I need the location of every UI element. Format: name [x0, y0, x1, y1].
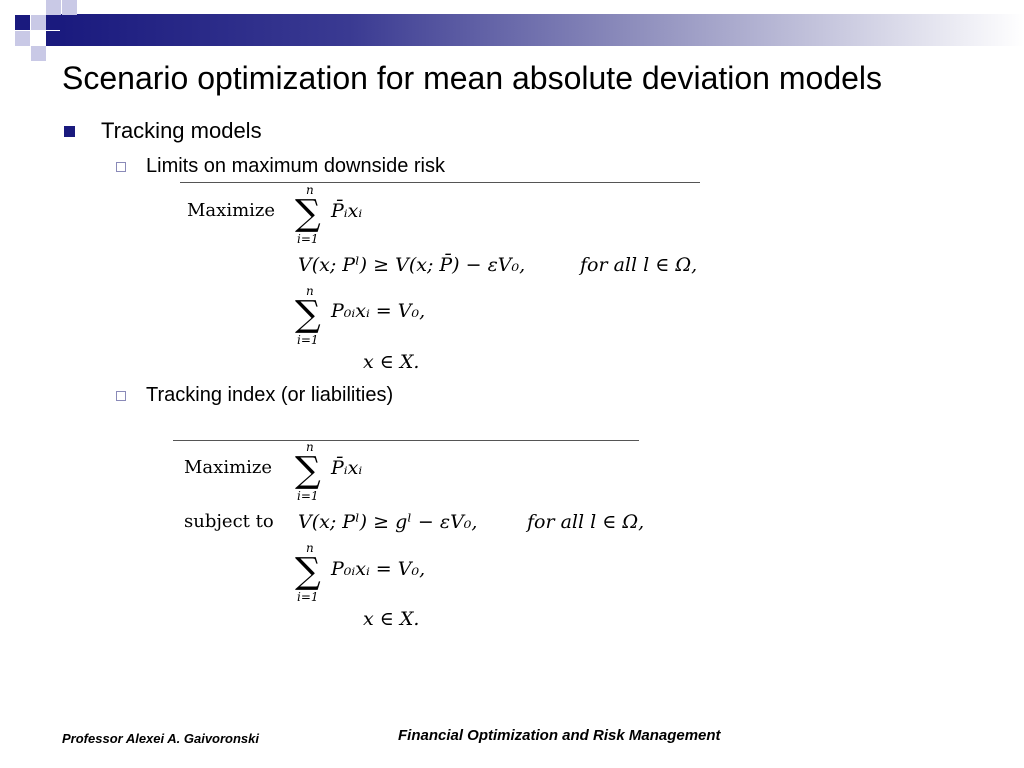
sum-upper-limit: n	[306, 541, 314, 555]
formula-label-maximize: Maximize	[184, 457, 273, 478]
summation-icon: ∑	[295, 294, 321, 335]
bullet-square-icon	[64, 126, 75, 137]
header-square-decoration	[46, 0, 61, 15]
footer-author: Professor Alexei A. Gaivoronski	[62, 731, 259, 746]
summation-icon: ∑	[295, 193, 321, 234]
formula-forall: for all l ∈ Ω,	[527, 511, 645, 533]
checkbox-bullet-icon	[116, 391, 126, 401]
header-square-decoration	[46, 15, 61, 30]
sum-upper-limit: n	[306, 284, 314, 298]
bullet-tracking-models: Tracking models	[101, 118, 262, 143]
sum-lower-limit: i=1	[297, 489, 319, 503]
header-square-decoration	[62, 0, 77, 15]
footer-course: Financial Optimization and Risk Management	[398, 727, 721, 744]
header-square-decoration	[46, 31, 61, 46]
formula-rule	[173, 440, 639, 441]
formula-label-subject-to: subject to	[184, 511, 274, 532]
summation-icon: ∑	[295, 551, 321, 592]
formula-forall: for all l ∈ Ω,	[580, 254, 698, 276]
sum-lower-limit: i=1	[297, 590, 319, 604]
formula-constraint-risk: V(x; Pˡ) ≥ V(x; P̄) − εV₀,	[298, 254, 526, 276]
formula-constraint-budget: P₀ᵢxᵢ = V₀,	[331, 300, 426, 322]
formula-objective: P̄ᵢxᵢ	[331, 457, 363, 479]
sub-bullet-tracking-index: Tracking index (or liabilities)	[146, 384, 394, 406]
checkbox-bullet-icon	[116, 162, 126, 172]
sum-upper-limit: n	[306, 440, 314, 454]
formula-objective: P̄ᵢxᵢ	[331, 200, 363, 222]
sum-lower-limit: i=1	[297, 232, 319, 246]
header-gradient-bar	[60, 14, 1024, 46]
header-square-decoration	[31, 15, 46, 30]
header-square-decoration	[31, 46, 46, 61]
slide-title: Scenario optimization for mean absolute deviation models	[62, 60, 883, 96]
header-square-decoration	[15, 31, 30, 46]
formula-constraint-budget: P₀ᵢxᵢ = V₀,	[331, 558, 426, 580]
formula-constraint-set: x ∈ X.	[363, 608, 420, 630]
summation-icon: ∑	[295, 450, 321, 491]
formula-constraint-risk: V(x; Pˡ) ≥ gˡ − εV₀,	[298, 511, 478, 533]
sub-bullet-downside-risk: Limits on maximum downside risk	[146, 155, 445, 177]
sum-upper-limit: n	[306, 183, 314, 197]
formula-rule	[180, 182, 700, 183]
formula-constraint-set: x ∈ X.	[363, 351, 420, 373]
sum-lower-limit: i=1	[297, 333, 319, 347]
header-square-decoration	[15, 15, 30, 30]
formula-label-maximize: Maximize	[187, 200, 276, 221]
